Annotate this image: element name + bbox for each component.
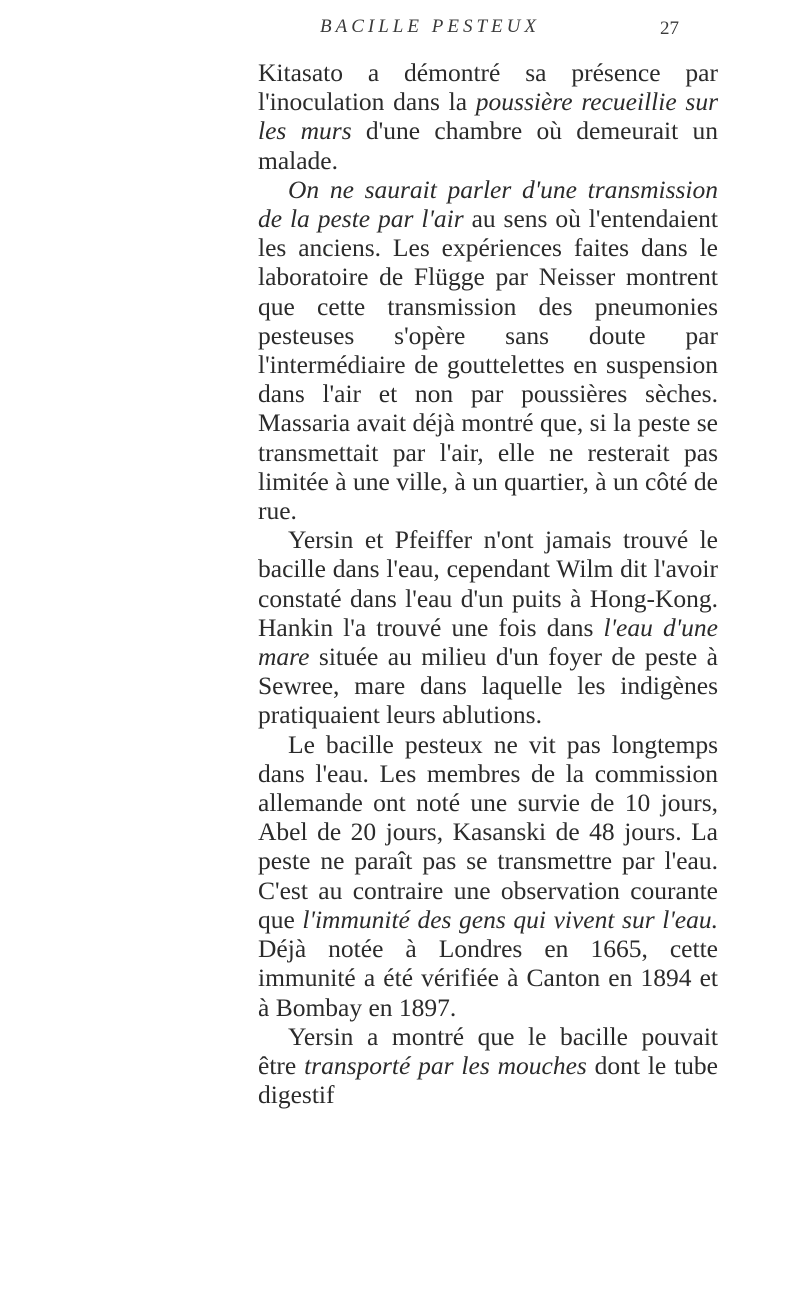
text-segment: d'une chambre où demeurait un malade. (258, 116, 718, 175)
paragraph-air-transmission (258, 175, 718, 525)
body-text (258, 58, 718, 1109)
page-number: 27 (660, 18, 679, 39)
italic-segment: l'immunité des gens qui vivent sur l'eau. (302, 904, 718, 934)
paragraph-survival (258, 730, 718, 1022)
italic-segment: On ne saurait parler d'une transmission de la peste par l'air (258, 174, 718, 234)
text-segment: située au milieu d'un foyer de peste à Sewree, mare dans laquelle les indigènes pratiquaient leurs ablutions. (258, 642, 718, 730)
text-segment: Le bacille pesteux ne vit pas longtemps dans l'eau. Les membres de la commission allemande ont noté une survie de 10 jours, Abel de 20 jours, Kasanski de 48 jours. La peste ne paraît pas se transmettre par l'eau. C'est au contraire une observation courante que (258, 729, 718, 934)
text-segment: Déjà notée à Londres en 1665, cette immunité a été vérifiée à Canton en 1894 et à Bombay en 1897. (258, 934, 718, 1022)
page-header (0, 0, 800, 40)
text-segment: au sens où l'entendaient les anciens. Les expériences faites dans le laboratoire de Flügge par Neisser montrent que cette transmission des pneumonies pesteuses s'opère sans doute par l'intermédiaire de gouttelettes en suspension dans l'air et non par poussières sèches. Massaria avait déjà montré que, si la peste se transmettait par l'air, elle ne resterait pas limitée à une ville, à un quartier, à un côté de rue. (258, 204, 718, 526)
paragraph-water (258, 525, 718, 729)
italic-segment: l'eau d'une mare (258, 612, 718, 672)
text-segment: Kitasato a démontré sa présence par l'inoculation dans la (258, 58, 718, 117)
paragraph-flies (258, 1022, 718, 1110)
text-segment: dont le tube digestif (258, 1050, 718, 1110)
text-segment: Yersin a montré que le bacille pouvait être (258, 1021, 718, 1080)
text-segment: Yersin et Pfeiffer n'ont jamais trouvé le bacille dans l'eau, cependant Wilm dit l'avoir constaté dans l'eau d'un puits à Hong-Kong. Hankin l'a trouvé une fois dans (258, 525, 718, 642)
paragraph-kitasato (258, 58, 718, 175)
italic-segment: transporté par les mouches (304, 1050, 587, 1080)
italic-segment: poussière recueillie sur les murs (258, 87, 718, 146)
running-head: BACILLE PESTEUX (320, 16, 540, 37)
